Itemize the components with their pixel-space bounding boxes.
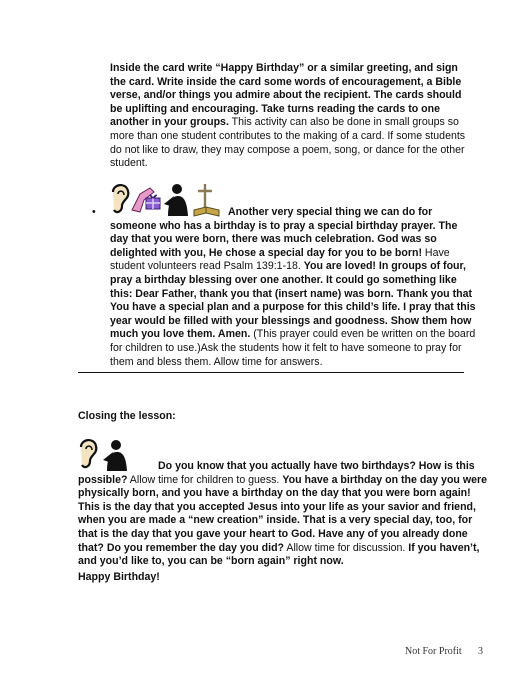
list-bullet: • — [92, 206, 96, 218]
prayer-note-1: Have student volunteers read Psalm 139:1-18. — [110, 246, 450, 273]
footer-text: Not For Profit — [405, 646, 462, 657]
two-birthdays-paragraph — [78, 460, 490, 569]
closing-note-1: Allow time for children to guess. — [127, 473, 283, 486]
card-instructions-note: This activity can also be done in small groups so more than one student contributes to the making of a card. If some students do not like to draw, they may compose a poem, song, or dance for the other student. — [110, 116, 466, 170]
closing-bold-3: If you haven’t, and you’d like to, you can be “born again” right now. — [78, 541, 480, 568]
happy-birthday-line: Happy Birthday! — [78, 571, 160, 583]
page-number: 3 — [478, 646, 483, 657]
card-instructions-paragraph — [110, 62, 470, 171]
prayer-bold-1: Another very special thing we can do for someone who has a birthday is to pray a special birthday prayer. The day that you were born, there was much celebration. God was so delighted with you, He chose a special day for you to be born! — [110, 206, 458, 259]
section-divider — [78, 372, 464, 373]
birthday-prayer-paragraph — [110, 206, 478, 369]
prayer-bold-2: You are loved! In groups of four, pray a birthday blessing over one another. It could go something like this: Dear Father, thank you that (insert name) was born. Thank you that You have a special plan and a purpose for this child’s life. I pray that this year would be filled with your blessings and goodness. Show them how much you love them. Amen. — [110, 260, 476, 341]
card-instructions-bold: Inside the card write “Happy Birthday” or a similar greeting, and sign the card. Write inside the card some words of encouragement, a Bible verse, and/or things you admire about the recipient. The cards should be uplifting and encouraging. Take turns reading the cards to one another in your groups. — [110, 62, 462, 129]
closing-bold-2: You have a birthday on the day you were physically born, and you have a birthday on the day that you were born again! This is the day that you accepted Jesus into your life as your savior and friend, when you are made a “new creation” inside. That is a very special day, too, for that is the day that you gave your heart to God. Have any of you already done that? Do you remember the day you did? — [78, 473, 487, 554]
closing-note-2: Allow time for discussion. — [284, 541, 409, 554]
closing-heading: Closing the lesson: — [78, 410, 176, 422]
prayer-note-2: (This prayer could even be written on the board for children to use.)Ask the students how it felt to have someone to pray for them and bless them. Allow time for answers. — [110, 328, 476, 368]
closing-bold-1: Do you know that you actually have two birthdays? How is this possible? — [78, 460, 475, 486]
